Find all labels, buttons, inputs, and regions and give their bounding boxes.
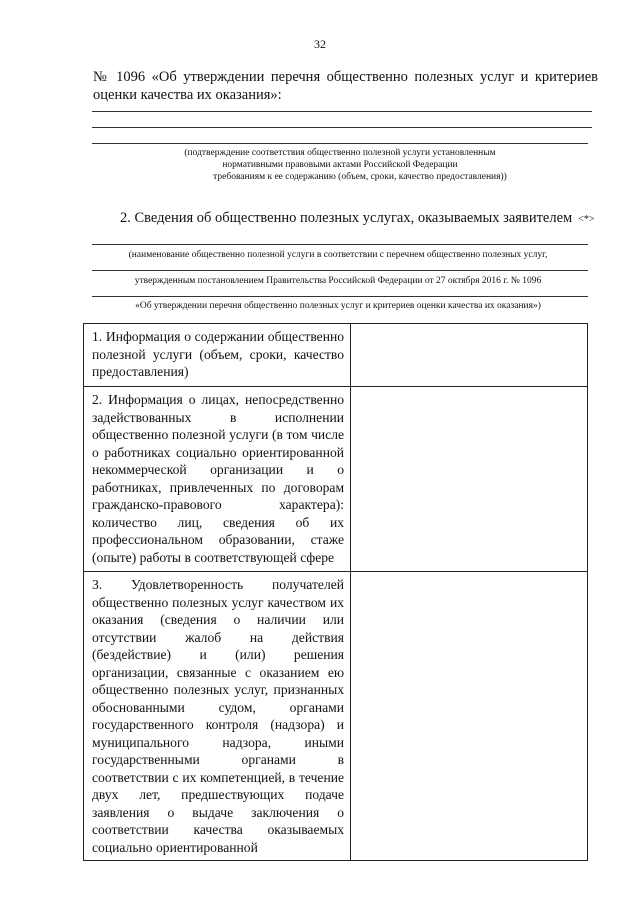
blank-line-2 xyxy=(92,127,592,128)
table-question-cell: 1. Информация о содержании общественно полезной услуги (объем, сроки, качество предоставления) xyxy=(84,324,351,387)
services-table xyxy=(83,323,588,861)
section-heading xyxy=(120,210,594,227)
service-name-line-2 xyxy=(92,270,588,271)
table-question-cell: 2. Информация о лицах, непосредственно задействованных в исполнении общественно полезной услуги (в том числе о работниках социально ориентированной некоммерческой организации и о работниках, привлеченных по договорам гражданско-правового характера): количество лиц, сведения об их профессиональном образовании, стаже (опыте) работы в соответствующей сфере xyxy=(84,387,351,572)
confirmation-note xyxy=(150,147,530,183)
confirmation-note-line-1: (подтверждение соответствия общественно полезной услуги установленным xyxy=(184,148,496,158)
table-answer-cell[interactable] xyxy=(351,572,588,861)
table-answer-cell[interactable] xyxy=(351,324,588,387)
blank-line-3 xyxy=(92,143,588,144)
confirmation-note-line-3: требованиям к ее содержанию (объем, сроки, качество предоставления)) xyxy=(213,172,507,182)
table-row xyxy=(84,324,588,387)
table-row xyxy=(84,387,588,572)
table-row xyxy=(84,572,588,861)
section-heading-text: 2. Сведения об общественно полезных услугах, оказываемых заявителем xyxy=(120,210,573,226)
service-caption-line-2: утвержденным постановлением Правительства Российской Федерации от 27 октября 2016 г. № 1096 xyxy=(134,276,542,286)
table-question-cell: 3. Удовлетворенность получателей общественно полезных услуг качеством их оказания (сведения о наличии или отсутствии жалоб на действия (бездействие) и (или) решения организации, связанные с оказанием ею общественно полезных услуг, признанных обоснованными судом, органами государственного контроля (надзора) и муниципального надзора, иными государственными органами в соответствии с их компетенцией, в течение двух лет, предшествующих подаче заявления о выдаче заключения о соответствии качества оказываемых социально ориентированной xyxy=(84,572,351,861)
intro-paragraph xyxy=(93,68,598,104)
service-caption-line-1: (наименование общественно полезной услуги в соответствии с перечнем общественно полезных услуг, xyxy=(128,250,548,260)
page-number: 32 xyxy=(314,37,326,51)
service-name-line-3 xyxy=(92,296,588,297)
service-caption-line-3: «Об утверждении перечня общественно полезных услуг и критериев оценки качества их оказания») xyxy=(135,301,541,311)
service-name-line-1 xyxy=(92,244,588,245)
intro-line-1: № 1096 «Об утверждении перечня общественно полезных услуг и критериев xyxy=(93,69,598,85)
confirmation-note-line-2: нормативными правовыми актами Российской Федерации xyxy=(222,160,458,170)
table-answer-cell[interactable] xyxy=(351,387,588,572)
blank-line-1 xyxy=(92,111,592,112)
intro-line-2: оценки качества их оказания»: xyxy=(93,87,282,103)
footnote-mark: <*> xyxy=(578,214,595,225)
